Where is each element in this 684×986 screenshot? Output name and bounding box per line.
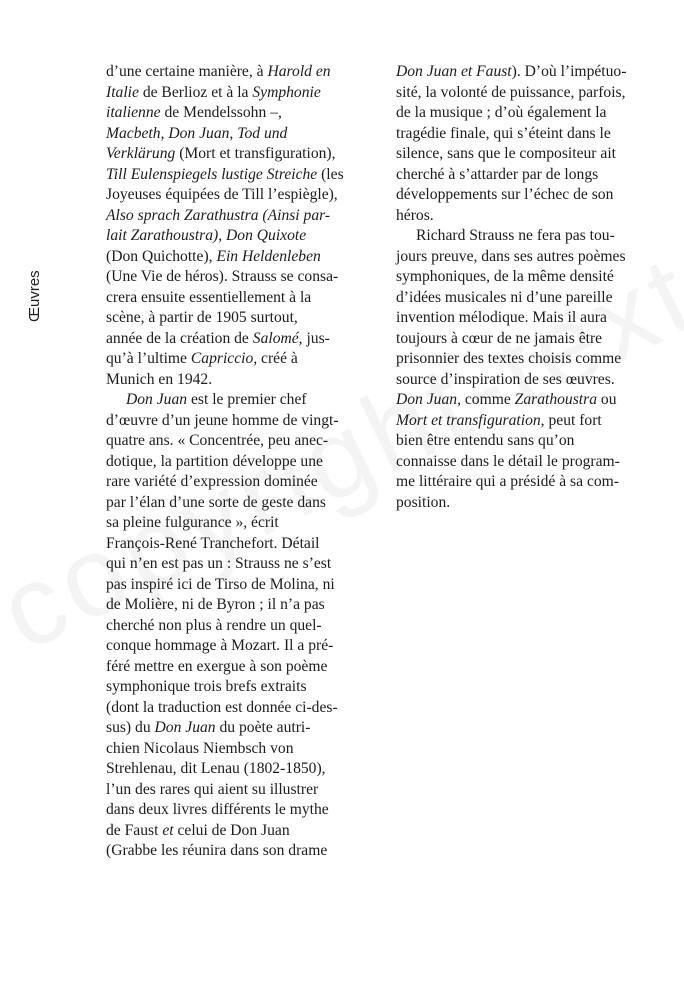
body-text: Joyeuses équipées de Till l’espiègle), <box>106 186 338 203</box>
text-line <box>396 144 664 165</box>
text-line <box>106 185 380 206</box>
body-text: cherché à s’attarder par de longs <box>396 165 599 183</box>
text-line <box>396 493 664 514</box>
body-text: développements sur l’échec de son <box>396 186 614 203</box>
body-text: Richard Strauss ne fera pas tou- <box>416 227 615 244</box>
body-text: (les <box>317 165 344 183</box>
section-label: Œuvres <box>26 270 43 322</box>
body-text: dans deux livres différents le mythe <box>106 801 329 818</box>
body-text: année de la création de <box>106 329 253 347</box>
text-line <box>396 452 664 473</box>
body-text: François-René Tranchefort. Détail <box>106 534 320 552</box>
italic-text: italienne <box>106 104 161 121</box>
text-line <box>106 308 380 329</box>
text-line <box>106 83 380 104</box>
italic-text: Capriccio, <box>190 350 258 367</box>
text-line <box>106 267 380 288</box>
text-line <box>106 800 380 821</box>
italic-text: Italie <box>106 83 139 101</box>
text-line <box>106 349 380 370</box>
text-line <box>396 288 664 309</box>
body-text: tragédie finale, qui s’éteint dans le <box>396 124 611 142</box>
body-text: dotique, la partition développe une <box>106 452 323 470</box>
text-line <box>396 206 664 227</box>
text-line <box>396 411 664 432</box>
body-text: de Faust <box>106 821 163 839</box>
body-text: Strehlenau, dit Lenau (1802-1850), <box>106 760 326 777</box>
body-text: jours preuve, dans ses autres poèmes <box>396 247 626 265</box>
text-column-right <box>396 62 664 513</box>
body-text: qui n’en est pas un : Strauss ne s’est <box>106 555 332 572</box>
body-text: celui de Don Juan <box>173 821 290 839</box>
body-text: jus- <box>302 329 330 347</box>
text-line <box>396 247 664 268</box>
text-line <box>106 841 380 862</box>
text-line <box>106 62 380 83</box>
text-line <box>106 493 380 514</box>
italic-text: Also sprach Zarathustra (Ainsi par- <box>106 206 331 224</box>
body-text: crera ensuite essentiellement à la <box>106 288 312 306</box>
body-text: du poète autri- <box>215 719 311 736</box>
text-line <box>106 288 380 309</box>
text-line <box>106 595 380 616</box>
text-line <box>106 698 380 719</box>
body-text: sa pleine fulgurance », écrit <box>106 514 279 531</box>
italic-text: Symphonie <box>252 83 321 101</box>
text-line <box>106 534 380 555</box>
text-line <box>396 329 664 350</box>
text-line <box>396 83 664 104</box>
italic-text: Don Juan <box>126 391 188 408</box>
text-line <box>106 554 380 575</box>
text-line <box>106 657 380 678</box>
body-text: de la musique ; d’où également la <box>396 104 607 121</box>
italic-text: Till Eulenspiegels lustige Streiche <box>106 165 318 183</box>
body-text: sus) du <box>106 719 155 736</box>
text-line <box>106 739 380 760</box>
text-line <box>106 206 380 227</box>
body-text: (Mort et transfiguration), <box>175 145 336 162</box>
body-text: me littéraire qui a présidé à sa com- <box>396 473 619 490</box>
body-text: pas inspiré ici de Tirso de Molina, ni <box>106 575 335 593</box>
text-line <box>106 718 380 739</box>
text-line <box>106 677 380 698</box>
body-text: ou <box>597 391 617 408</box>
text-line <box>396 165 664 186</box>
body-text: conque hommage à Mozart. Il a pré- <box>106 637 334 654</box>
italic-text: Zarathoustra <box>514 391 597 408</box>
text-line <box>106 103 380 124</box>
body-text: héros. <box>396 206 434 224</box>
text-line <box>106 411 380 432</box>
body-text: féré mettre en exergue à son poème <box>106 657 328 675</box>
body-text: quatre ans. « Concentrée, peu anec- <box>106 432 329 449</box>
text-line <box>106 636 380 657</box>
body-text: source d’inspiration de ses œuvres. <box>396 370 615 388</box>
text-line <box>106 780 380 801</box>
body-text: comme <box>460 391 515 408</box>
body-text: peut fort <box>544 411 602 429</box>
text-line <box>396 308 664 329</box>
body-text: (dont la traduction est donnée ci-des- <box>106 698 338 716</box>
text-line <box>106 144 380 165</box>
italic-text: Harold en <box>267 63 331 80</box>
body-text: sité, la volonté de puissance, parfois, <box>396 83 626 101</box>
text-line <box>396 390 664 411</box>
text-line <box>106 821 380 842</box>
body-text: qu’à l’ultime <box>106 350 191 367</box>
body-text: Munich en 1942. <box>106 370 213 388</box>
text-line <box>396 349 664 370</box>
body-text: de Molière, ni de Byron ; il n’a pas <box>106 596 325 613</box>
body-text: créé à <box>257 350 298 367</box>
body-text: bien être entendu sans qu’on <box>396 432 575 449</box>
italic-text: Don Juan <box>154 719 216 736</box>
text-line <box>396 472 664 493</box>
body-text: rare variété d’expression dominée <box>106 473 318 490</box>
text-line <box>106 247 380 268</box>
body-text: prisonnier des textes choisis comme <box>396 350 622 367</box>
body-text: (Une Vie de héros). Strauss se consa- <box>106 268 339 285</box>
text-line <box>106 226 380 247</box>
body-text: symphonique trois brefs extraits <box>106 678 307 695</box>
text-line <box>106 472 380 493</box>
body-text: l’un des rares qui aient su illustrer <box>106 780 319 798</box>
text-line <box>396 267 664 288</box>
text-line <box>106 390 380 411</box>
text-line <box>106 329 380 350</box>
body-text: chien Nicolaus Niembsch von <box>106 739 294 757</box>
italic-text: Don Juan et Faust <box>396 63 512 80</box>
body-text: d’une certaine manière, à <box>106 63 268 80</box>
text-line <box>396 103 664 124</box>
italic-text: Verklärung <box>106 145 176 162</box>
body-text: est le premier chef <box>187 391 307 408</box>
body-text: invention mélodique. Mais il aura <box>396 309 607 326</box>
text-line <box>106 616 380 637</box>
italic-text: Salomé, <box>252 329 303 347</box>
text-line <box>106 513 380 534</box>
text-line <box>106 452 380 473</box>
text-line <box>106 759 380 780</box>
text-line <box>106 431 380 452</box>
italic-text: Mort et transfiguration, <box>396 411 545 429</box>
body-text: de Berlioz et à la <box>138 83 253 101</box>
italic-text: lait Zarathoustra), Don Quixote <box>106 227 307 244</box>
italic-text: Don Juan, <box>396 391 461 408</box>
text-line <box>396 370 664 391</box>
body-text: d’œuvre d’un jeune homme de vingt- <box>106 411 339 429</box>
body-text: (Don Quichotte), <box>106 247 217 265</box>
body-text: (Grabbe les réunira dans son drame <box>106 842 328 859</box>
italic-text: Ein Heldenleben <box>216 247 321 265</box>
text-line <box>396 185 664 206</box>
body-text: scène, à partir de 1905 surtout, <box>106 309 298 326</box>
italic-text: Macbeth, Don Juan, Tod und <box>106 124 288 142</box>
italic-text: et <box>162 821 174 839</box>
text-line <box>396 226 664 247</box>
text-line <box>106 165 380 186</box>
body-text: par l’élan d’une sorte de geste dans <box>106 493 326 511</box>
text-line <box>396 431 664 452</box>
text-line <box>396 62 664 83</box>
body-text: toujours à cœur de ne jamais être <box>396 329 603 347</box>
body-text: cherché non plus à rendre un quel- <box>106 616 322 634</box>
body-text: symphoniques, de la même densité <box>396 268 614 285</box>
text-line <box>106 575 380 596</box>
body-text: connaisse dans le détail le program- <box>396 452 620 470</box>
text-line <box>106 370 380 391</box>
text-line <box>396 124 664 145</box>
text-column-left <box>106 62 380 862</box>
body-text: ). D’où l’impétuo- <box>511 63 627 80</box>
body-text: position. <box>396 493 451 511</box>
text-line <box>106 124 380 145</box>
body-text: silence, sans que le compositeur ait <box>396 145 616 162</box>
body-text: de Mendelssohn –, <box>160 104 282 121</box>
body-text: d’idées musicales ni d’une pareille <box>396 288 613 306</box>
